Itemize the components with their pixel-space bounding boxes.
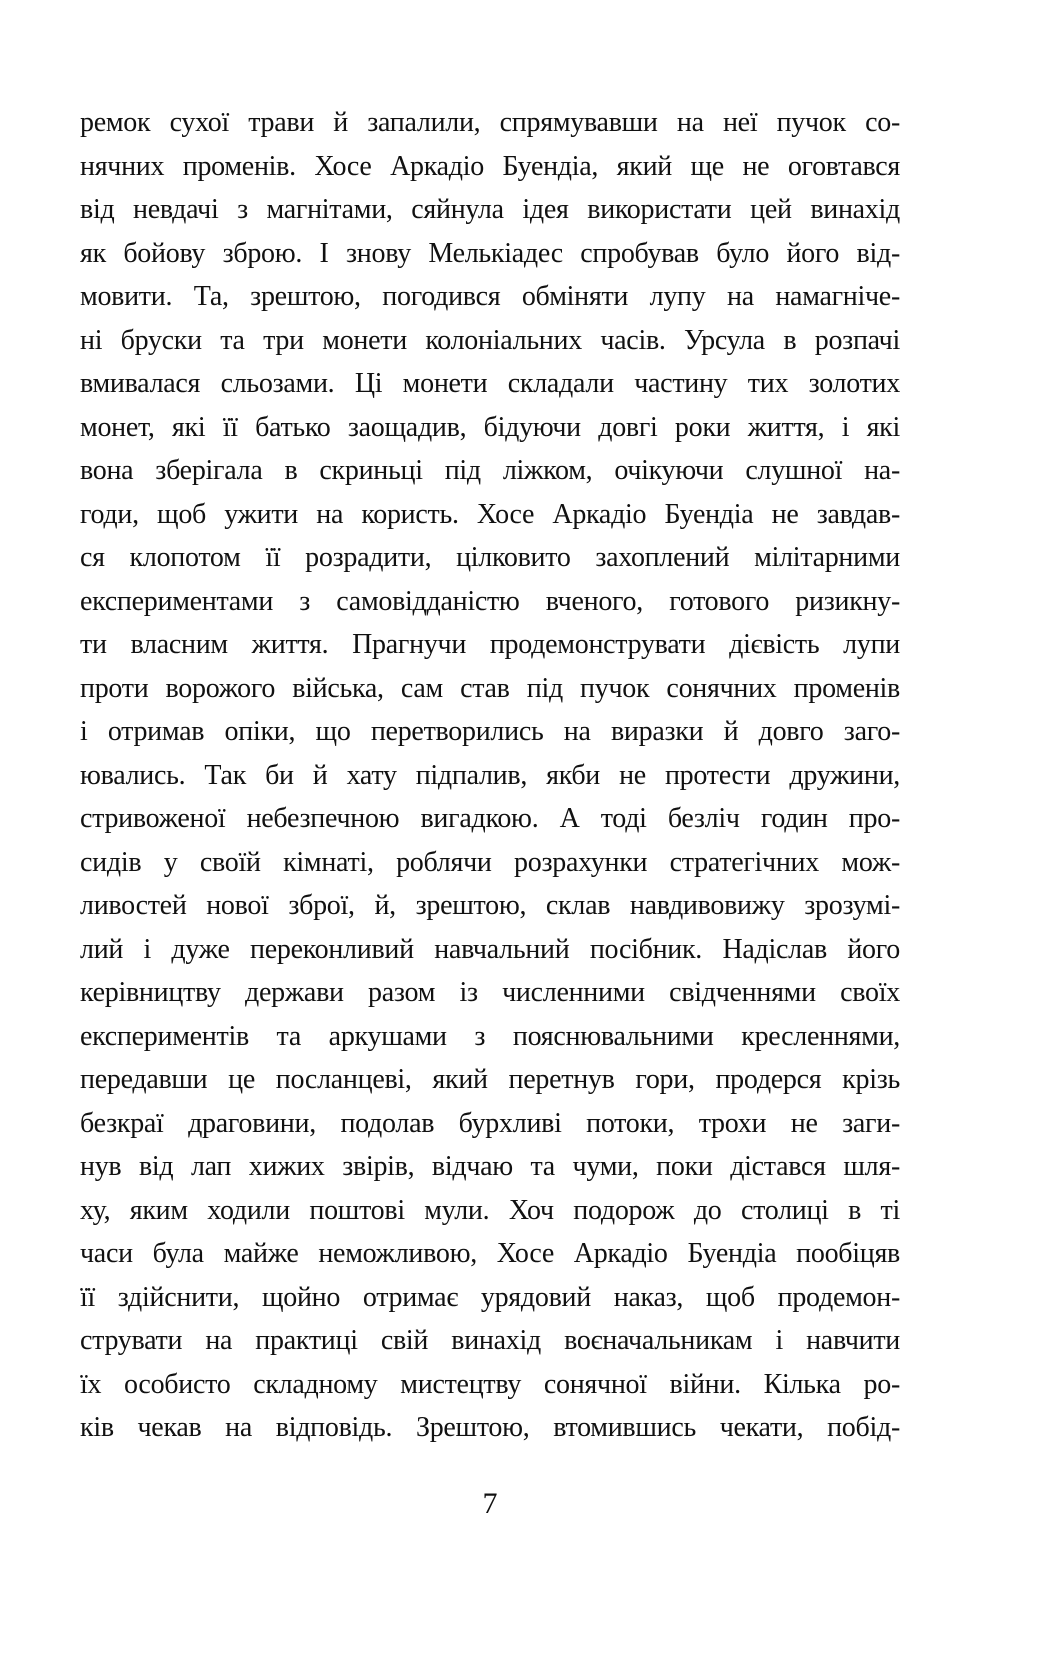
- text-line: ювались. Так би й хату підпалив, якби не протести дружини,: [80, 759, 900, 791]
- text-line: експериментами з самовідданістю вченого, готового ризикну-: [80, 585, 900, 617]
- text-line: ків чекав на відповідь. Зрештою, втомившись чекати, побід-: [80, 1412, 900, 1443]
- text-line: сидів у своїй кімнаті, роблячи розрахунки стратегічних мож-: [80, 846, 900, 878]
- text-line: безкраї драговини, подолав бурхливі потоки, трохи не заги-: [80, 1107, 900, 1139]
- text-line: вмивалася сльозами. Ці монети складали частину тих золотих: [80, 368, 900, 399]
- text-line: вона зберігала в скриньці під ліжком, очікуючи слушної на-: [80, 455, 900, 486]
- text-line: нячних променів. Хосе Аркадіо Буендіа, який ще не оговтався: [80, 150, 900, 182]
- text-line: як бойову зброю. І знову Мелькіадес спробував було його від-: [80, 237, 900, 269]
- text-line: нув від лап хижих звірів, відчаю та чуми, поки дістався шля-: [80, 1151, 900, 1182]
- text-line: годи, щоб ужити на користь. Хосе Аркадіо Буендіа не завдав-: [80, 498, 900, 530]
- text-line: їх особисто складному мистецтву сонячної війни. Кілька ро-: [80, 1368, 900, 1400]
- text-line: проти ворожого війська, сам став під пучок сонячних променів: [80, 672, 900, 704]
- text-line: ливостей нової зброї, й, зрештою, склав навдивовижу зрозумі-: [80, 890, 900, 921]
- text-line: лий і дуже переконливий навчальний посібник. Надіслав його: [80, 933, 900, 965]
- text-line: ремок сухої трави й запалили, спрямувавши на неї пучок со-: [80, 107, 900, 138]
- text-line: монет, які її батько заощадив, бідуючи довгі роки життя, і які: [80, 411, 900, 443]
- text-line: її здійснити, щойно отримає урядовий наказ, щоб продемон-: [80, 1281, 900, 1313]
- body-text: [80, 101, 900, 1450]
- text-line: і отримав опіки, що перетворились на виразки й довго заго-: [80, 716, 900, 747]
- text-line: ху, яким ходили поштові мули. Хоч подорож до столиці в ті: [80, 1194, 900, 1226]
- page-number: 7: [482, 1487, 498, 1520]
- text-line: мовити. Та, зрештою, погодився обміняти лупу на намагніче-: [80, 281, 900, 312]
- text-line: експериментів та аркушами з пояснювальними кресленнями,: [80, 1020, 900, 1052]
- text-line: від невдачі з магнітами, сяйнула ідея використати цей винахід: [80, 194, 900, 225]
- text-line: струвати на практиці свій винахід воєначальникам і навчити: [80, 1325, 900, 1356]
- text-line: ся клопотом її розрадити, цілковито захоплений мілітарними: [80, 542, 900, 573]
- text-line: часи була майже неможливою, Хосе Аркадіо Буендіа пообіцяв: [80, 1238, 900, 1269]
- text-line: керівництву держави разом із численними свідченнями своїх: [80, 977, 900, 1008]
- text-line: ні бруски та три монети колоніальних часів. Урсула в розпачі: [80, 324, 900, 356]
- text-line: ти власним життя. Прагнучи продемонструвати дієвість лупи: [80, 629, 900, 660]
- text-line: стривоженої небезпечною вигадкою. А тоді безліч годин про-: [80, 803, 900, 834]
- text-line: передавши це посланцеві, який перетнув гори, продерся крізь: [80, 1064, 900, 1095]
